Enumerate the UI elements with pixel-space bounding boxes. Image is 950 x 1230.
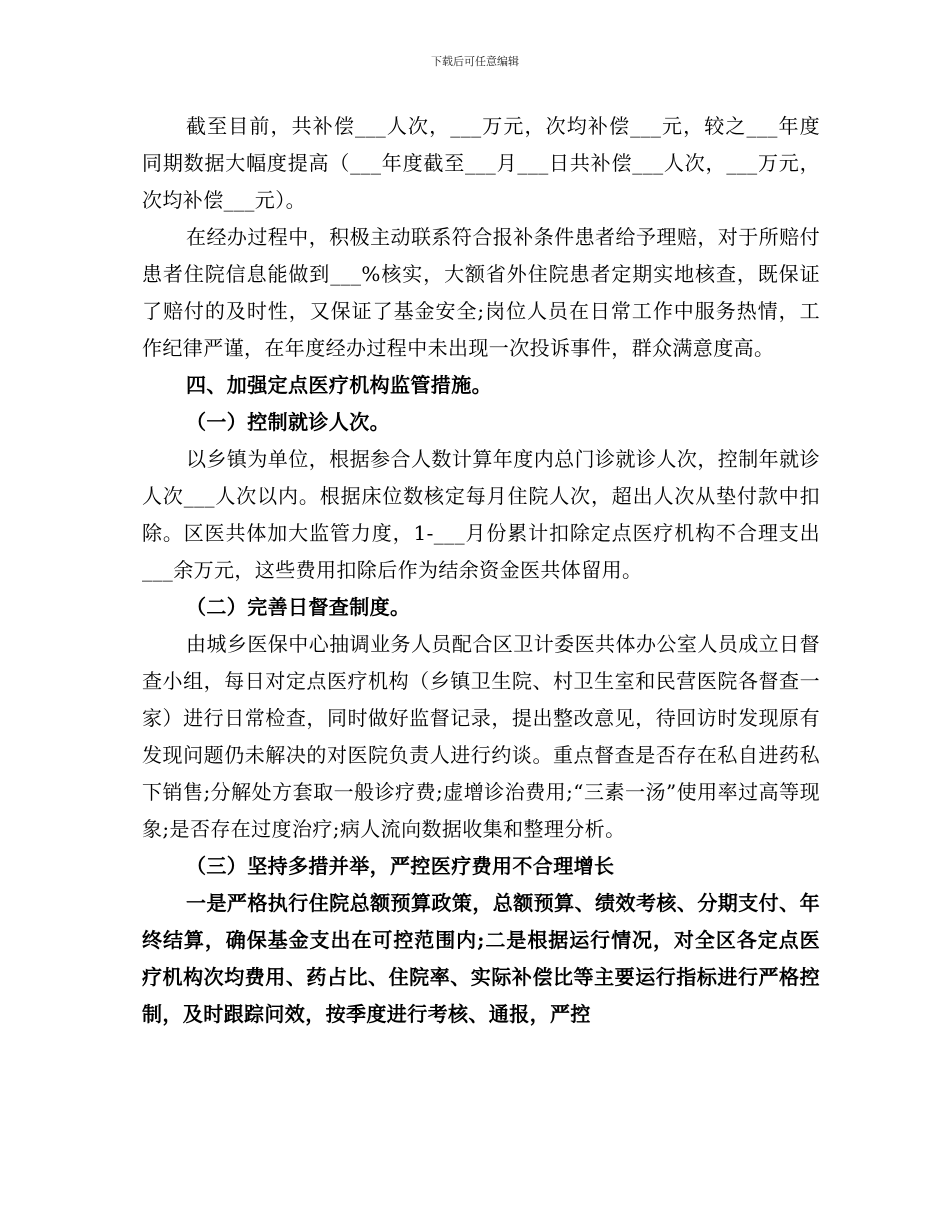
section-heading-4: 四、加强定点医疗机构监管措施。 [186, 373, 492, 397]
paragraph-cost-control: 一是严格执行住院总额预算政策，总额预算、绩效考核、分期支付、年终结算，确保基金支出在可控范围内;二是根据运行情况，对全区各定点医疗机构次均费用、药占比、住院率、实际补偿比等主要运行指标进行严格控制，及时跟踪问效，按季度进行考核、通报，严控 [142, 891, 820, 1026]
paragraph-daily-inspection: 由城乡医保中心抽调业务人员配合区卫计委医共体办公室人员成立日督查小组，每日对定点医疗机构（乡镇卫生院、村卫生室和民营医院各督查一家）进行日常检查，同时做好监督记录，提出整改意见，待回访时发现原有发现问题仍未解决的对医院负责人进行约谈。重点督查是否存在私自进药私下销售;分解处方套取一般诊疗费;虚增诊治费用;“三素一汤”使用率过高等现象;是否存在过度治疗;病人流向数据收集和整理分析。 [142, 632, 820, 841]
subheading-4-3: （三）坚持多措并举，严控医疗费用不合理增长 [186, 854, 615, 878]
page-header: 下载后可任意编辑 [431, 55, 519, 68]
paragraph-visit-control: 以乡镇为单位，根据参合人数计算年度内总门诊就诊人次，控制年就诊人次___人次以内。根据床位数核定每月住院人次，超出人次从垫付款中扣除。区医共体加大监管力度，1-___月份累计扣除定点医疗机构不合理支出___余万元，这些费用扣除后作为结余资金医共体留用。 [142, 447, 820, 582]
document-body [142, 108, 820, 1033]
paragraph-claims-handling: 在经办过程中，积极主动联系符合报补条件患者给予理赔，对于所赔付患者住院信息能做到___%核实，大额省外住院患者定期实地核查，既保证了赔付的及时性，又保证了基金安全;岗位人员在日常工作中服务热情，工作纪律严谨，在年度经办过程中未出现一次投诉事件，群众满意度高。 [142, 225, 820, 360]
subheading-4-1: （一）控制就诊人次。 [186, 410, 390, 434]
subheading-4-2: （二）完善日督查制度。 [186, 595, 411, 619]
paragraph-compensation-summary: 截至目前，共补偿___人次，___万元，次均补偿___元，较之___年度同期数据大幅度提高（___年度截至___月___日共补偿___人次，___万元，次均补偿___元）。 [142, 114, 820, 212]
